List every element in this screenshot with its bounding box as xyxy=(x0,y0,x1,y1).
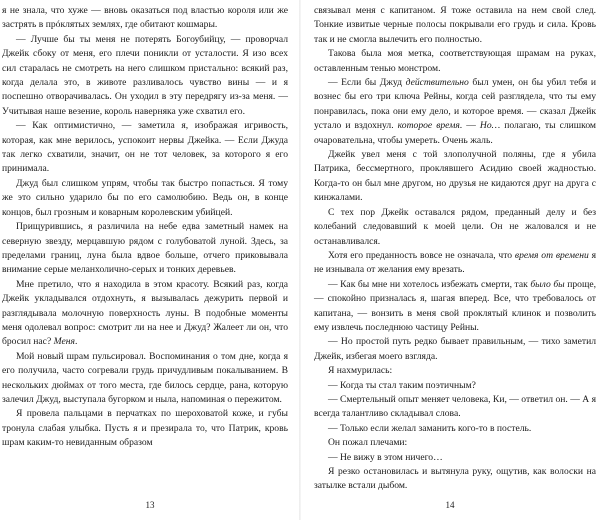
paragraph xyxy=(314,422,596,436)
paragraph xyxy=(314,393,596,422)
text-run: Он пожал плечами: xyxy=(328,437,408,449)
text-run: Такова была моя метка, соответствующая шрамам на руках, оставленным тенью монстром. xyxy=(314,48,596,74)
paragraph xyxy=(2,177,288,220)
text-run: полагаю, ты слишком очаровательна, чтобы умереть. Очень жаль. xyxy=(314,120,597,146)
italic-text: Меня xyxy=(53,336,75,348)
paragraph xyxy=(2,4,288,33)
paragraph xyxy=(314,335,596,364)
text-run: . xyxy=(74,336,78,348)
paragraph xyxy=(314,465,596,494)
text-run: — Как бы мне ни хотелось избежать смерти, так xyxy=(328,278,531,290)
text-run: — Но простой путь редко бывает правильным, — тихо заметил Джейк, избегая моего взгляда. xyxy=(314,336,596,362)
paragraph xyxy=(2,278,288,350)
text-run: — Лучше бы ты меня не потерять Богоубийцу, — проворчал Джейк сбоку от меня, его плечи поникли от усталости. Я изо всех сил старалась не смотреть на него слишком пристально: всякий раз, когда делала это, в животе разливалось чувство вины — и я поспешно отворачивалась. Он уходил в эту передрягу из-за меня. — Учитывая наше везение, король наверняка уже схватил его. xyxy=(2,33,288,117)
paragraph xyxy=(314,4,596,47)
paragraph xyxy=(2,350,288,408)
paragraph xyxy=(2,407,288,450)
paragraph xyxy=(314,249,596,278)
text-run: Мне претило, что я находила в этом красоту. Всякий раз, когда Джейк укладывался отдохнуть, я вызывалась дежурить первой и разглядывала молочную поверхность луны. В подобные моменты меня одолевал вопрос: смотрит ли на нее и Джуд? Жалеет ли он, что бросил нас? xyxy=(2,278,288,348)
text-run: Джуд был слишком упрям, чтобы так быстро попасться. Я тому же это сильно ударило бы по его самолюбию. Ведь он, в конце концов, был грозным и коварным королевским убийцей. xyxy=(2,177,288,218)
text-run: Мой новый шрам пульсировал. Воспоминания о том дне, когда я его получила, часто согревали грудь причудливым покалыванием. В нескольких дюймах от того места, где билось сердце, рана, которую залечил Джуд, выступала бугорком и ныла, напоминая о пережитом. xyxy=(2,350,288,405)
text-run: Хотя его преданность вовсе не означала, что xyxy=(328,249,515,261)
paragraph xyxy=(314,364,596,378)
paragraph xyxy=(314,451,596,465)
text-run: Джейк увел меня с той злополучной поляны, где я убила Патрика, бессмертного, проклявшего Асидию своей жадностью. Когда-то он был мне другом, но друзья не кидаются друг на друга с кинжалами. xyxy=(314,149,596,204)
text-run: Я резко остановилась и вытянула руку, ощутив, как волоски на затылке встали дыбом. xyxy=(314,466,596,492)
italic-text: которое время xyxy=(397,120,460,132)
page-number-right: 14 xyxy=(445,500,455,510)
text-run: — Когда ты стал таким поэтичным? xyxy=(328,379,476,391)
paragraph xyxy=(314,148,596,206)
text-run: — Если бы Джуд xyxy=(328,77,406,89)
paragraph xyxy=(314,379,596,393)
right-page xyxy=(300,0,600,520)
text-run: Прищурившись, я различила на небе едва заметный намек на северную звезду, мерцавшую рядом с голубоватой луной. Здесь, за пределами границ, луна была вдвое больше, отчего приковывала внимание серые меланхолично-серых и тонких деревьев. xyxy=(2,221,288,276)
paragraph xyxy=(2,33,288,119)
text-run: С тех пор Джейк оставался рядом, преданный делу и без колебаний следовавший к моей цели. Он не жаловался и не останавливался. xyxy=(314,206,596,247)
paragraph xyxy=(314,278,596,336)
text-run: связывал меня с капитаном. Я тоже оставила на нем свой след. Тонкие извитые черные полосы покрывали его грудь и сила. Кровь так и не смогла вылечить его полностью. xyxy=(314,5,596,45)
text-run: — Только если желал заманить кого-то в постель. xyxy=(328,422,532,434)
text-run: я не изнывала от желания ему врезать. xyxy=(314,249,596,276)
text-run: — Не вижу в этом ничего… xyxy=(328,451,443,463)
italic-text: Но… xyxy=(479,120,501,132)
paragraph xyxy=(314,76,596,148)
paragraph xyxy=(2,119,288,177)
text-run: Я нахмурилась: xyxy=(328,365,393,377)
text-run: Я провела пальцами в перчатках по шероховатой коже, и губы тронула слабая улыбка. Пусть я и презирала то, что Патрик, кровь шрам каким-то невиданным образом xyxy=(2,408,288,449)
paragraph xyxy=(2,220,288,278)
text-run: — Смертельный опыт меняет человека, Ки, — ответил он. — А я всегда талантливо складывал слова. xyxy=(314,393,596,420)
italic-text: действительно xyxy=(405,77,469,89)
text-run: проще, — спокойно призналась я, шагая вперед. Все, что требовалось от капитана, — вонзить в меня свой проклятый клинок и позволить ему извлечь последнюю частицу Рейны. xyxy=(314,278,596,333)
text-run: я не знала, что хуже — вновь оказаться под властью короля или же застрять в прóклятых землях, где обитают кошмары. xyxy=(2,5,288,31)
left-page-text xyxy=(2,4,288,451)
text-run: — Как оптимистично, — заметила я, изображая игривость, которая, как мне верилось, успокоит нервы Джейка. — Если Джуда так легко схватили, значит, он не тот человек, за которого я его принимала. xyxy=(2,120,288,175)
italic-text: время от времени xyxy=(514,249,589,261)
paragraph xyxy=(314,206,596,249)
text-run: . — xyxy=(459,120,480,132)
paragraph xyxy=(314,47,596,76)
paragraph xyxy=(314,436,596,450)
italic-text: было бы xyxy=(530,278,565,290)
text-run: был умен, он бы убил тебя и вознес бы его три ключа Рейны, когда сей разглядела, что ты ему понравилась, пока они ему дело, и которое время. — сказал Джейк устало и вздохнул. xyxy=(314,77,596,132)
right-page-text xyxy=(314,4,596,494)
page-number-left: 13 xyxy=(145,500,155,510)
